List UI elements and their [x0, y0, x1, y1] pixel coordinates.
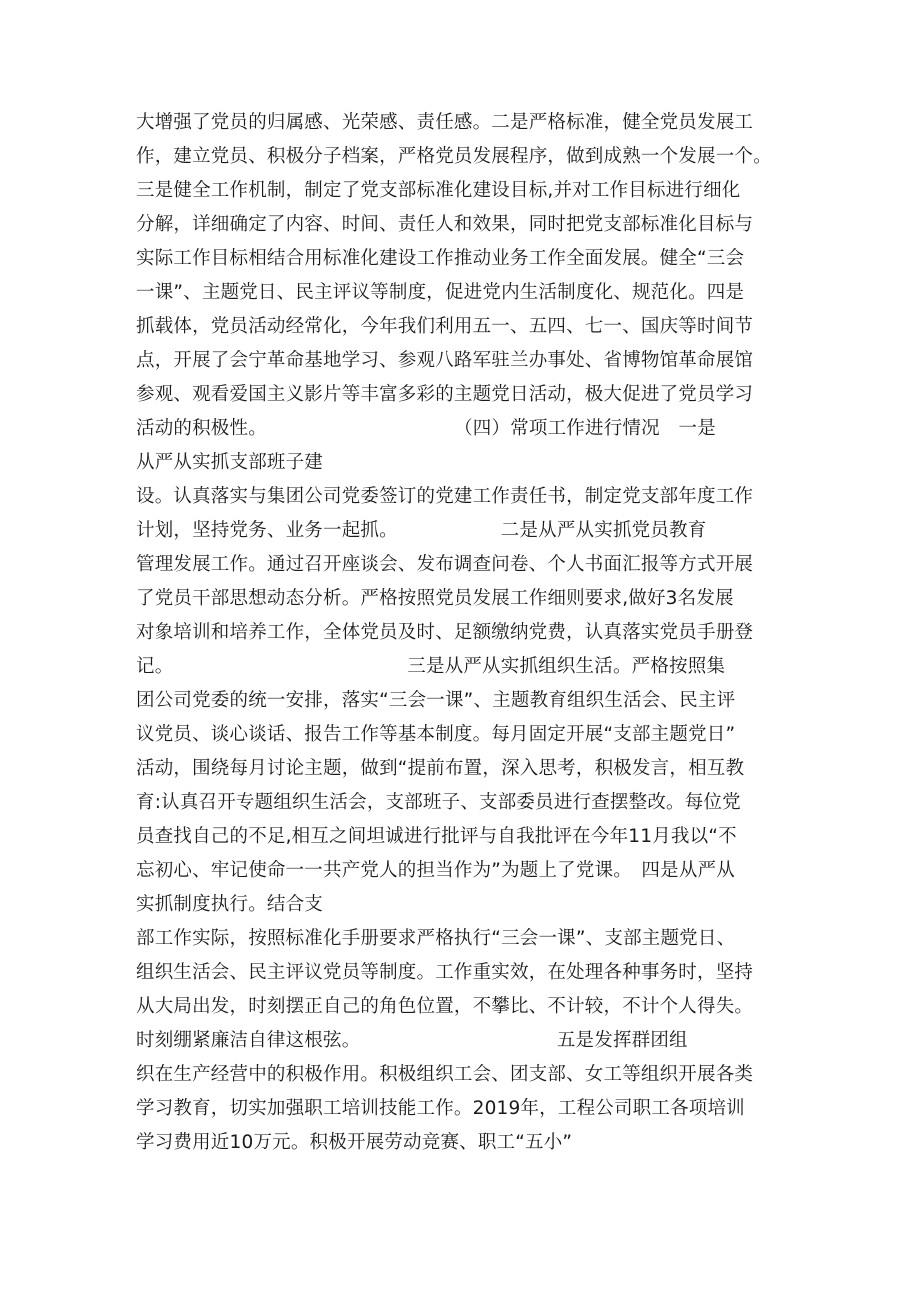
text-line: 了党员干部思想动态分析。严格按照党员发展工作细则要求,做好3名发展 — [136, 588, 734, 609]
text-line: 议党员、谈心谈话、报告工作等基本制度。每月固定开展“支部主题党日” — [136, 724, 736, 745]
text-line: 管理发展工作。通过召开座谈会、发布调查问卷、个人书面汇报等方式开展 — [136, 554, 754, 575]
text-line: 抓载体，党员活动经常化，今年我们利用五一、五四、七一、国庆等时间节 — [136, 316, 754, 337]
text-line: 设。认真落实与集团公司党委签订的党建工作责任书，制定党支部年度工作 — [136, 486, 754, 507]
text-line: 作，建立党员、积极分子档案，严格党员发展程序，做到成熟一个发展一个。 — [136, 146, 772, 167]
text-line: 组织生活会、民主评议党员等制度。工作重实效，在处理各种事务时，坚持 — [136, 962, 754, 983]
text-line: 学习费用近10万元。积极开展劳动竞赛、职工“五小” — [136, 1132, 573, 1153]
text-line: 一课”、主题党日、民主评议等制度，促进党内生活制度化、规范化。四是 — [136, 282, 745, 303]
text-line: 忘初心、牢记使命一一共产党人的担当作为”为题上了党课。 四是从严从 — [136, 860, 735, 881]
text-line: 从大局出发，时刻摆正自己的角色位置，不攀比、不计较，不计个人得失。 — [136, 996, 754, 1017]
text-line: 从严从实抓支部班子建 — [136, 452, 324, 473]
text-line: 计划，坚持党务、业务一起抓。 二是从严从实抓党员教育 — [136, 520, 707, 541]
text-line: 活动，围绕每月讨论主题，做到“提前布置，深入思考，积极发言，相互教 — [136, 758, 745, 779]
text-line: 参观、观看爱国主义影片等丰富多彩的主题党日活动，极大促进了党员学习 — [136, 384, 754, 405]
text-line: 时刻绷紧廉洁自律这根弦。 五是发挥群团组 — [136, 1030, 688, 1051]
text-line: 记。 三是从严从实抓组织生活。严格按照集 — [136, 656, 726, 677]
text-line: 实际工作目标相结合用标准化建设工作推动业务工作全面发展。健全“三会 — [136, 248, 745, 269]
body-text — [136, 106, 806, 1160]
text-line: 对象培训和培养工作，全体党员及时、足额缴纳党费，认真落实党员手册登 — [136, 622, 754, 643]
text-line: 点，开展了会宁革命基地学习、参观八路军驻兰办事处、省博物馆革命展馆 — [136, 350, 754, 371]
text-line: 活动的积极性。 （四）常项工作进行情况 一是 — [136, 418, 716, 439]
text-line: 实抓制度执行。结合支 — [136, 894, 324, 915]
text-line: 三是健全工作机制，制定了党支部标准化建设目标,并对工作目标进行细化 — [136, 180, 741, 201]
text-line: 团公司党委的统一安排，落实“三会一课”、主题教育组织生活会、民主评 — [136, 690, 736, 711]
text-line: 大增强了党员的归属感、光荣感、责任感。二是严格标准，健全党员发展工 — [136, 112, 754, 133]
text-line: 织在生产经营中的积极作用。积极组织工会、团支部、女工等组织开展各类 — [136, 1064, 754, 1085]
text-line: 员查找自己的不足,相互之间坦诚进行批评与自我批评在今年11月我以“不 — [136, 826, 737, 847]
text-line: 部工作实际，按照标准化手册要求严格执行“三会一课”、支部主题党日、 — [136, 928, 736, 949]
text-line: 分解，详细确定了内容、时间、责任人和效果，同时把党支部标准化目标与 — [136, 214, 754, 235]
text-line: 学习教育，切实加强职工培训技能工作。2019年，工程公司职工各项培训 — [136, 1098, 745, 1119]
text-line: 育:认真召开专题组织生活会，支部班子、支部委员进行查摆整改。每位党 — [136, 792, 741, 813]
